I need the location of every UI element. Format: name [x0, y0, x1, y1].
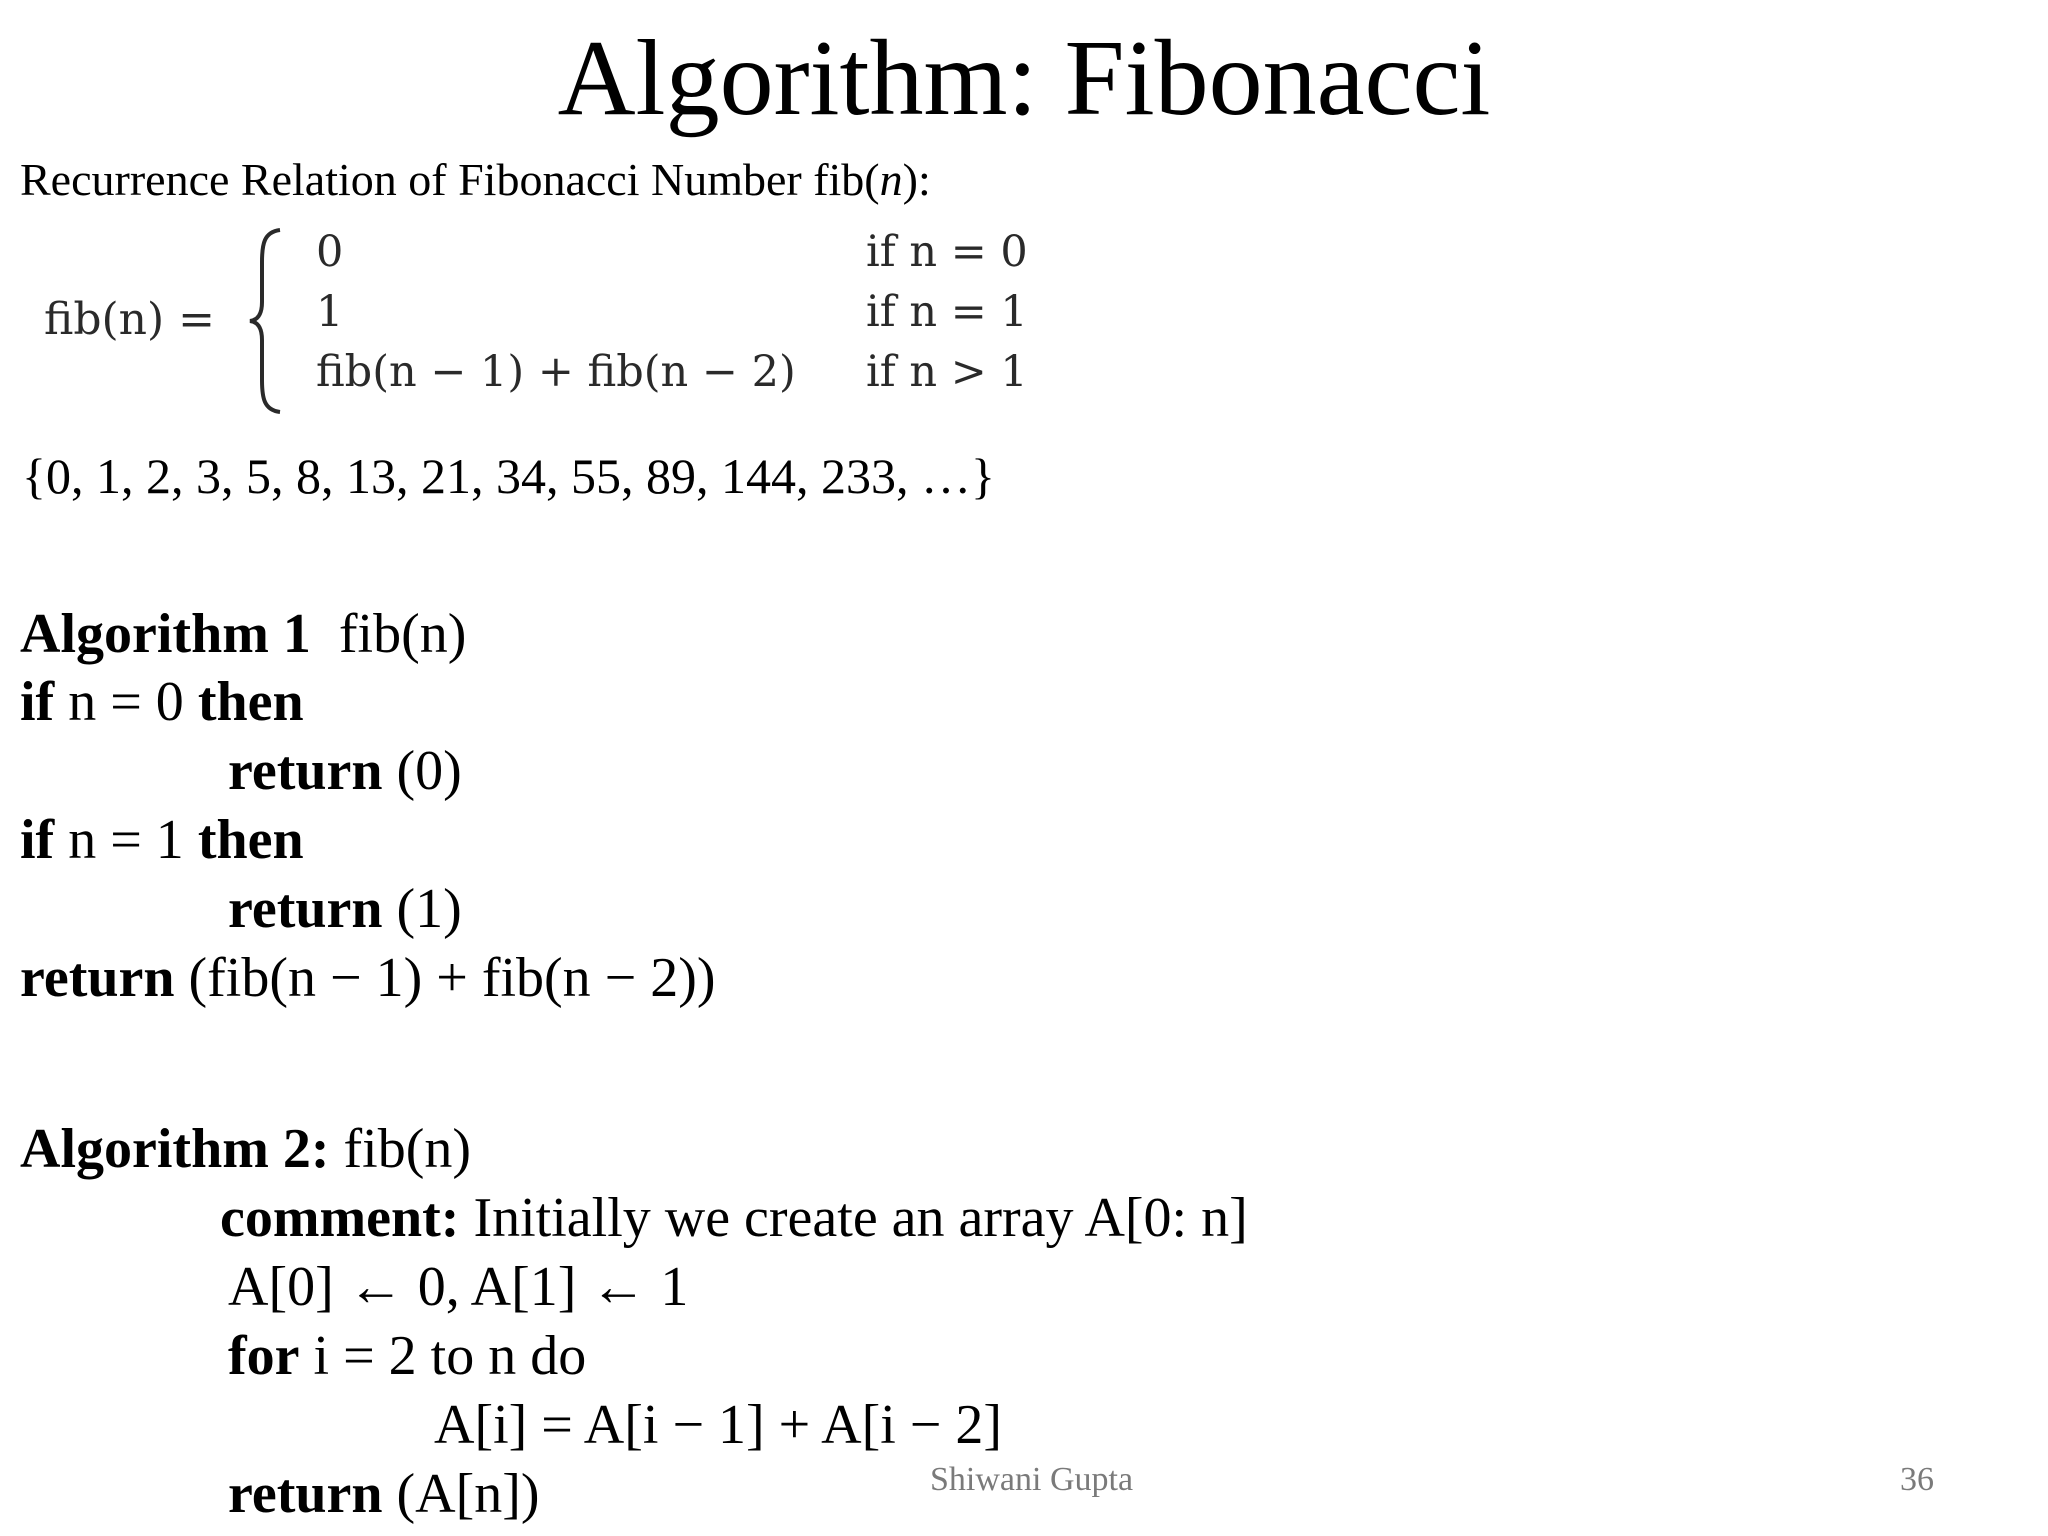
algorithm2-init: A[0] ← 0, A[1] ← 1	[228, 1256, 689, 1318]
recurrence-heading-var: n	[879, 154, 903, 205]
footer-author: Shiwani Gupta	[930, 1461, 1134, 1498]
algorithm1-line5-kw: return	[20, 947, 175, 1009]
recurrence-heading-prefix: Recurrence Relation of Fibonacci Number fib(	[20, 154, 880, 205]
algorithm1-line5-rest: (fib(n − 1) + fib(n − 2))	[174, 947, 716, 1009]
algorithm2-header	[20, 1115, 471, 1183]
slide-title: Algorithm: Fibonacci	[557, 19, 1491, 138]
algorithm1-line3-kw2: then	[197, 809, 304, 871]
algorithm2-return-rest: (A[n])	[382, 1463, 540, 1525]
algorithm1-line3-mid: n = 1	[54, 809, 198, 871]
algorithm1-line1-kw1: if	[20, 671, 55, 733]
algorithm1-line4-rest: (1)	[382, 878, 462, 940]
algorithm2-return-kw: return	[228, 1463, 383, 1525]
recurrence-formula	[44, 222, 1064, 418]
algorithm1-line1-mid: n = 0	[54, 671, 198, 733]
formula-case-0-cond: if n = 0	[866, 227, 1028, 277]
algorithm2-comment	[220, 1184, 1248, 1252]
formula-case-1-expr: 1	[316, 287, 344, 337]
recurrence-heading	[20, 152, 931, 208]
algorithm2-for-rest: i = 2 to n do	[299, 1325, 587, 1387]
algorithm1-line2-rest: (0)	[382, 740, 462, 802]
algorithm1-line4-kw: return	[228, 878, 383, 940]
formula-case-2-expr: fib(n − 1) + fib(n − 2)	[316, 347, 796, 397]
formula-case-0-expr: 0	[316, 227, 344, 277]
fibonacci-sequence: {0, 1, 2, 3, 5, 8, 13, 21, 34, 55, 89, 144, 233, …}	[22, 448, 995, 504]
algorithm1-line3-kw1: if	[20, 809, 55, 871]
algorithm2-for	[228, 1322, 586, 1390]
algorithm1-line4	[228, 875, 462, 943]
algorithm1-line2-kw: return	[228, 740, 383, 802]
recurrence-heading-suffix: ):	[902, 154, 931, 205]
algorithm1-header-kw: Algorithm 1	[20, 603, 311, 665]
algorithm1-line5	[20, 944, 716, 1012]
algorithm1-header-rest: fib(n)	[338, 603, 467, 665]
algorithm1-line2	[228, 737, 462, 805]
page-number: 36	[1900, 1461, 1934, 1498]
left-brace-icon	[246, 228, 286, 414]
algorithm1-line1-kw2: then	[197, 671, 304, 733]
formula-case-2-cond: if n > 1	[866, 347, 1028, 397]
formula-case-1-cond: if n = 1	[866, 287, 1028, 337]
algorithm2-header-kw: Algorithm 2:	[20, 1118, 330, 1180]
algorithm2-body: A[i] = A[i − 1] + A[i − 2]	[434, 1394, 1003, 1456]
algorithm2-comment-kw: comment:	[220, 1187, 460, 1249]
algorithm1-line3	[20, 806, 304, 874]
algorithm2-header-rest: fib(n)	[329, 1118, 472, 1180]
formula-lhs: fib(n) =	[44, 294, 216, 345]
algorithm2-comment-rest: Initially we create an array A[0: n]	[459, 1187, 1248, 1249]
algorithm1-line1	[20, 668, 304, 736]
algorithm2-return	[228, 1460, 540, 1528]
algorithm2-for-kw: for	[228, 1325, 300, 1387]
algorithm1-header	[20, 600, 466, 668]
